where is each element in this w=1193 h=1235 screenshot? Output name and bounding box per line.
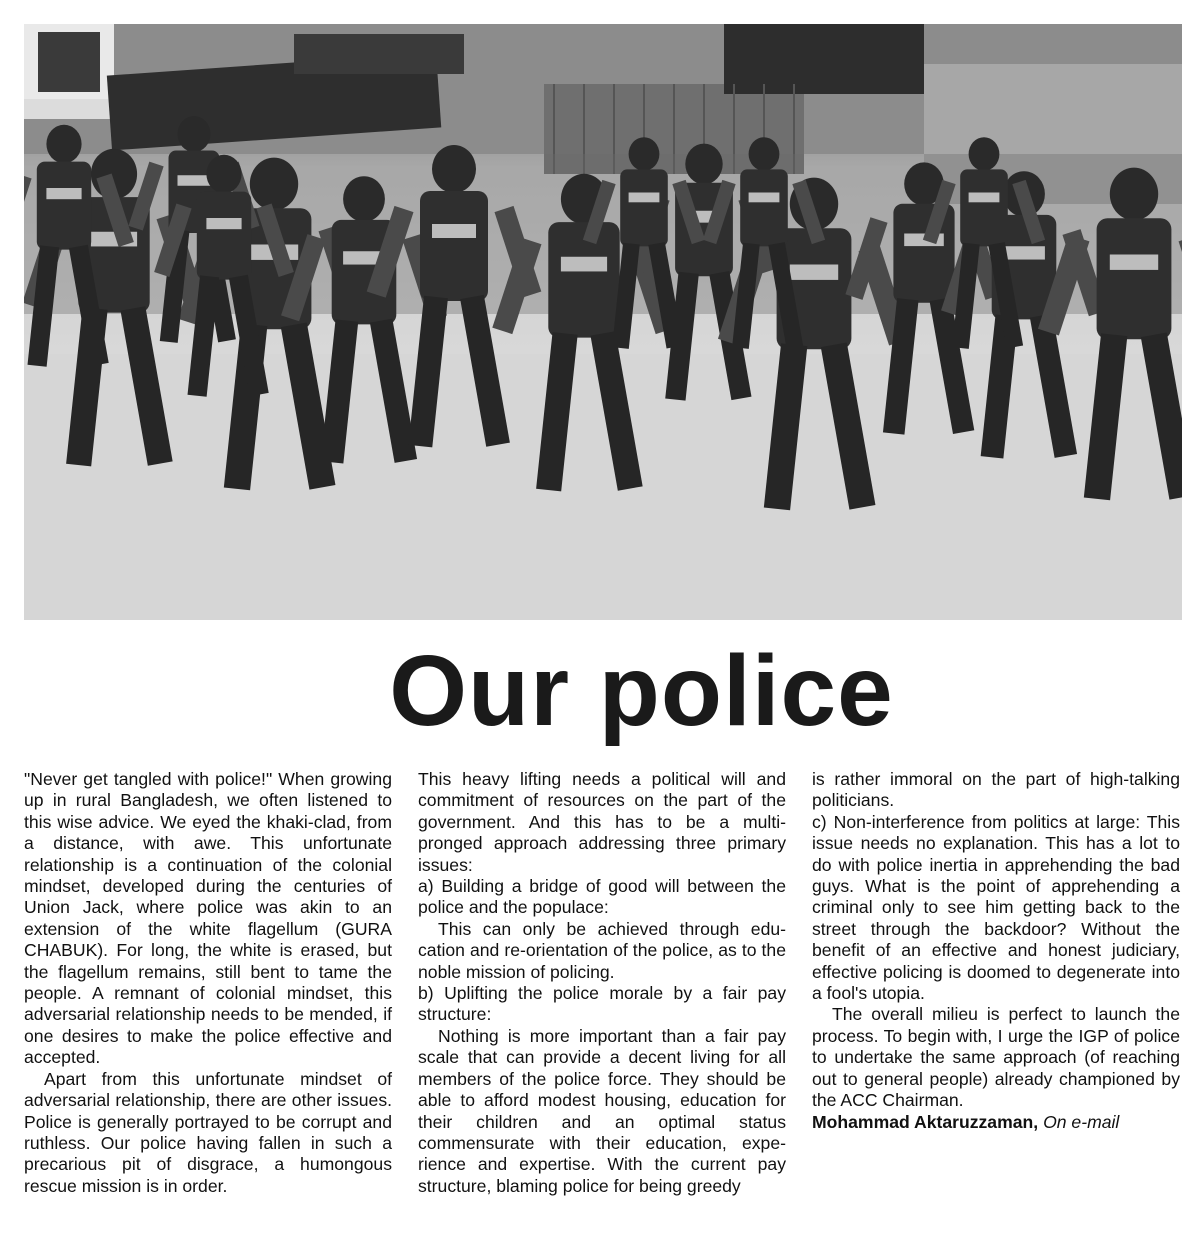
paragraph: Apart from this unfortunate mindset of adversarial relationship, there are other issues. Police is generally portrayed to be corrupt and ruthless. Our police having fallen in such a precarious pit of disgrace, a humongous rescue mission is in order. [24, 1068, 392, 1196]
paragraph: is rather immoral on the part of high-talking politicians. [812, 769, 1180, 811]
byline [812, 1112, 1180, 1133]
author-name: Mohammad Aktaruzzaman, [812, 1111, 1039, 1132]
byline-source: On e-mail [1043, 1111, 1120, 1132]
riot-police-photo-icon [24, 24, 1182, 620]
paragraph: The overall milieu is perfect to launch the process. To begin with, I urge the IGP of police to undertake the same approach (of reaching out to general people) already championed by the ACC Chairman. [812, 1004, 1180, 1111]
paragraph: b) Uplifting the police morale by a fair pay structure: [418, 983, 786, 1025]
paragraph: c) Non-interference from politics at large: This issue needs no explanation. This has a lot to do with police inertia in apprehending the bad guys. What is the point of apprehending a criminal only to see him getting back to the street through the backdoor? Without the benefit of an effective and honest judiciary, effective policing is doomed to degenerate into a fool's utopia. [812, 811, 1180, 1004]
paragraph: a) Building a bridge of good will between the police and the populace: [418, 876, 786, 918]
article-column-3 [812, 769, 1180, 1133]
headline: Our police [389, 635, 894, 747]
paragraph: Nothing is more important than a fair pay scale that can provide a decent living for all members of the police force. They should be able to afford modest housing, education for their children and an optimal status commensurate with their education, experience and expertise. With the current pay structure, blaming police for being greedy [418, 1025, 786, 1196]
paragraph: This heavy lifting needs a political will and commitment of resources on the part of the government. And this has to be a multi-pronged approach addressing three primary issues: [418, 769, 786, 875]
article-column-2 [418, 769, 786, 1197]
paragraph: This can only be achieved through education and re-orientation of the police, as to the noble mission of policing. [418, 918, 786, 982]
paragraph: "Never get tangled with police!" When growing up in rural Bangladesh, we often listened to this wise advice. We eyed the khaki-clad, from a distance, with awe. This unfortunate relationship is a continuation of the colonial mindset, developed during the centuries of Union Jack, where police was akin to an extension of the white flagellum (GURA CHABUK). For long, the white is erased, but the flagellum remains, still bent to tame the people. A remnant of colonial mindset, this adversarial relationship needs to be mended, if one desires to make the police effective and accepted. [24, 769, 392, 1068]
article-photo [24, 24, 1182, 620]
article-column-1 [24, 769, 392, 1197]
